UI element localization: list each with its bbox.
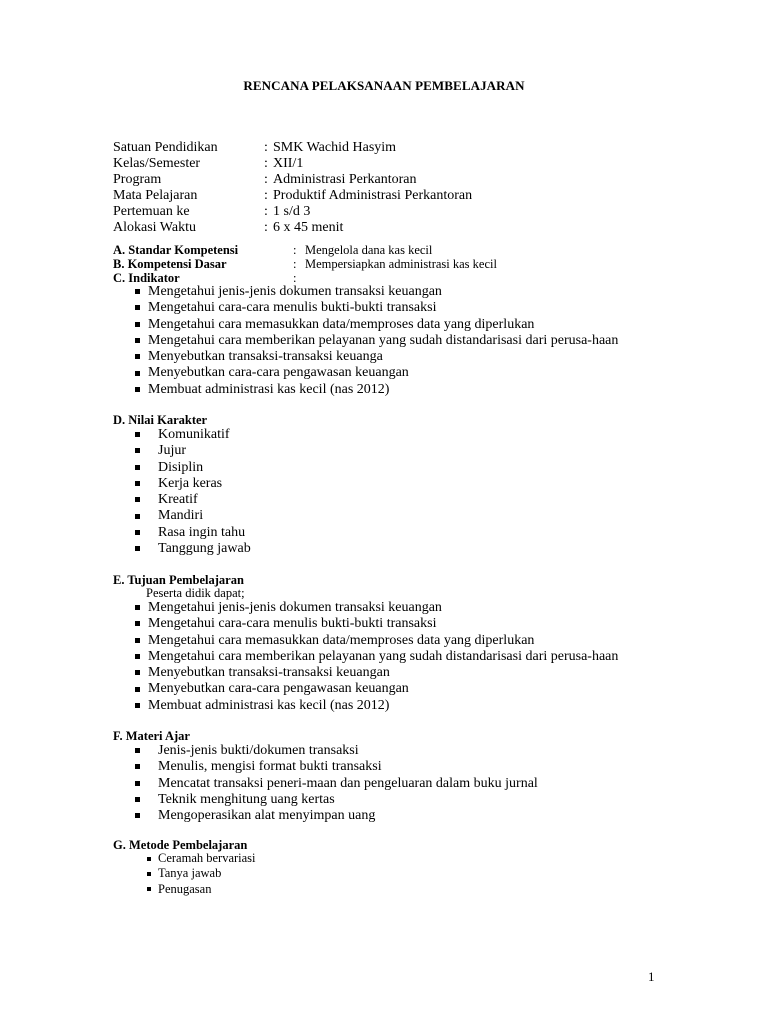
- section-a-colon: :: [293, 243, 297, 257]
- identity-label: Pertemuan ke: [113, 204, 190, 219]
- bullet-icon: [147, 887, 151, 891]
- bullet-icon: [135, 605, 140, 610]
- identity-colon: :: [264, 156, 268, 171]
- list-item: Menulis, mengisi format bukti transaksi: [158, 759, 538, 775]
- bullet-icon: [135, 781, 140, 786]
- list-item: Mengetahui jenis-jenis dokumen transaksi keuangan: [148, 284, 618, 300]
- list-item: Tanya jawab: [158, 866, 256, 881]
- section-a-value: Mengelola dana kas kecil: [305, 243, 433, 257]
- bullet-icon: [135, 289, 140, 294]
- bullet-icon: [135, 687, 140, 692]
- list-item: Kreatif: [158, 492, 251, 508]
- list-item: Tanggung jawab: [158, 541, 251, 557]
- metode-list: [158, 851, 256, 897]
- bullet-icon: [135, 654, 140, 659]
- list-item: Mengetahui cara memberikan pelayanan yang sudah distandarisasi dari perusa-haan: [148, 649, 618, 665]
- bullet-icon: [135, 670, 140, 675]
- section-g-heading: G. Metode Pembelajaran: [113, 838, 248, 852]
- identity-colon: :: [264, 172, 268, 187]
- bullet-icon: [135, 638, 140, 643]
- bullet-icon: [135, 530, 140, 535]
- list-item: Mandiri: [158, 508, 251, 524]
- nilai-karakter-list: [158, 427, 251, 557]
- list-item: Mengetahui cara memasukkan data/memproses data yang diperlukan: [148, 317, 618, 333]
- bullet-icon: [135, 448, 140, 453]
- bullet-icon: [135, 813, 140, 818]
- list-item: Disiplin: [158, 460, 251, 476]
- section-c-colon: :: [293, 271, 297, 285]
- section-c-heading: C. Indikator: [113, 271, 180, 285]
- section-a-heading: A. Standar Kompetensi: [113, 243, 239, 257]
- identity-colon: :: [264, 140, 268, 155]
- indikator-list: [148, 284, 618, 398]
- identity-value: SMK Wachid Hasyim: [273, 140, 397, 155]
- list-item: Mengetahui cara-cara menulis bukti-bukti transaksi: [148, 300, 618, 316]
- identity-value: 1 s/d 3: [273, 204, 311, 219]
- list-item: Mengetahui jenis-jenis dokumen transaksi keuangan: [148, 600, 618, 616]
- tujuan-list: [148, 600, 618, 714]
- list-item: Membuat administrasi kas kecil (nas 2012): [148, 698, 618, 714]
- materi-ajar-list: [158, 743, 538, 824]
- bullet-icon: [135, 764, 140, 769]
- bullet-icon: [147, 872, 151, 876]
- list-item: Mengoperasikan alat menyimpan uang: [158, 808, 538, 824]
- identity-label: Satuan Pendidikan: [113, 140, 218, 155]
- section-e-intro: Peserta didik dapat;: [146, 586, 245, 600]
- list-item: Teknik menghitung uang kertas: [158, 792, 538, 808]
- identity-value: XII/1: [273, 156, 304, 171]
- list-item: Menyebutkan cara-cara pengawasan keuangan: [148, 681, 618, 697]
- bullet-icon: [135, 465, 140, 470]
- page-number: 1: [648, 969, 655, 984]
- bullet-icon: [135, 387, 140, 392]
- bullet-icon: [135, 703, 140, 708]
- bullet-icon: [135, 338, 140, 343]
- identity-value: Administrasi Perkantoran: [273, 172, 417, 187]
- list-item: Komunikatif: [158, 427, 251, 443]
- document-title: RENCANA PELAKSANAAN PEMBELAJARAN: [243, 78, 525, 93]
- bullet-icon: [135, 432, 140, 437]
- list-item: Jujur: [158, 443, 251, 459]
- bullet-icon: [135, 514, 140, 519]
- section-b-heading: B. Kompetensi Dasar: [113, 257, 227, 271]
- identity-label: Program: [113, 172, 162, 187]
- bullet-icon: [135, 305, 140, 310]
- identity-label: Kelas/Semester: [113, 156, 201, 171]
- bullet-icon: [147, 857, 151, 861]
- list-item: Membuat administrasi kas kecil (nas 2012): [148, 382, 618, 398]
- bullet-icon: [135, 797, 140, 802]
- section-e-heading: E. Tujuan Pembelajaran: [113, 573, 244, 587]
- bullet-icon: [135, 497, 140, 502]
- bullet-icon: [135, 371, 140, 376]
- identity-colon: :: [264, 188, 268, 203]
- list-item: Mengetahui cara-cara menulis bukti-bukti transaksi: [148, 616, 618, 632]
- list-item: Menyebutkan cara-cara pengawasan keuangan: [148, 365, 618, 381]
- identity-value: 6 x 45 menit: [273, 220, 344, 235]
- list-item: Ceramah bervariasi: [158, 851, 256, 866]
- list-item: Mengetahui cara memasukkan data/memproses data yang diperlukan: [148, 633, 618, 649]
- identity-value: Produktif Administrasi Perkantoran: [273, 188, 473, 203]
- section-b-colon: :: [293, 257, 297, 271]
- bullet-icon: [135, 621, 140, 626]
- list-item: Penugasan: [158, 882, 256, 897]
- bullet-icon: [135, 354, 140, 359]
- section-b-value: Mempersiapkan administrasi kas kecil: [305, 257, 497, 271]
- list-item: Menyebutkan transaksi-transaksi keuanga: [148, 349, 618, 365]
- list-item: Menyebutkan transaksi-transaksi keuangan: [148, 665, 618, 681]
- identity-label: Alokasi Waktu: [113, 220, 196, 235]
- identity-colon: :: [264, 204, 268, 219]
- list-item: Mencatat transaksi peneri-maan dan pengeluaran dalam buku jurnal: [158, 776, 538, 792]
- section-f-heading: F. Materi Ajar: [113, 729, 190, 743]
- identity-label: Mata Pelajaran: [113, 188, 198, 203]
- identity-colon: :: [264, 220, 268, 235]
- bullet-icon: [135, 748, 140, 753]
- section-d-heading: D. Nilai Karakter: [113, 413, 208, 427]
- list-item: Mengetahui cara memberikan pelayanan yang sudah distandarisasi dari perusa-haan: [148, 333, 618, 349]
- list-item: Jenis-jenis bukti/dokumen transaksi: [158, 743, 538, 759]
- bullet-icon: [135, 481, 140, 486]
- list-item: Rasa ingin tahu: [158, 525, 251, 541]
- bullet-icon: [135, 322, 140, 327]
- list-item: Kerja keras: [158, 476, 251, 492]
- bullet-icon: [135, 546, 140, 551]
